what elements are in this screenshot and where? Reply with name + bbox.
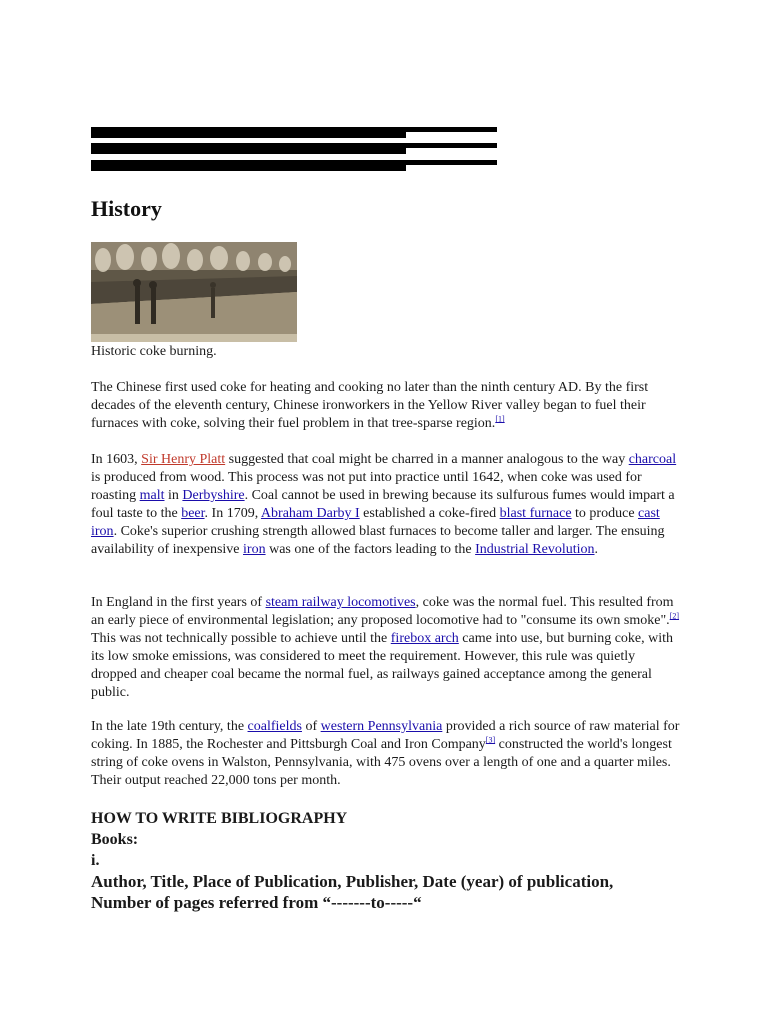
text-span: In the late 19th century, the bbox=[91, 719, 248, 734]
text-span: was one of the factors leading to the bbox=[265, 542, 476, 557]
section-heading-history: History bbox=[91, 196, 162, 221]
text-span: . Coke's superior crushing strength allowed blast furnaces to become taller and larger. The ensuing availability of inexpensive bbox=[91, 524, 665, 557]
iron-link[interactable]: iron bbox=[243, 542, 266, 557]
text-span: is produced from wood. This process was not put into practice until 1642, when coke was used for roasting bbox=[91, 470, 642, 503]
list-item-marker: i. bbox=[91, 852, 100, 869]
reference-2-link[interactable]: [2] bbox=[669, 611, 680, 621]
bibliography-format-line-2: Number of pages referred from “-------to-----“ bbox=[91, 893, 422, 912]
text-span: This was not technically possible to achieve until the bbox=[91, 631, 391, 646]
paragraph-railway bbox=[91, 594, 681, 702]
beer-link[interactable]: beer bbox=[181, 506, 205, 521]
paragraph-chinese-coke bbox=[91, 379, 681, 433]
firebox-arch-link[interactable]: firebox arch bbox=[390, 631, 459, 646]
industrial-revolution-link[interactable]: Industrial Revolution bbox=[475, 542, 595, 557]
paragraph-platt-darby bbox=[91, 451, 681, 559]
abraham-darby-link[interactable]: Abraham Darby I bbox=[260, 506, 360, 521]
malt-link[interactable]: malt bbox=[139, 488, 165, 503]
redaction-bar-4 bbox=[91, 147, 406, 154]
text-span: suggested that coal might be charred in a manner analogous to the way bbox=[225, 452, 629, 467]
redaction-bar-6 bbox=[91, 164, 406, 171]
text-span: . Coal cannot be used in brewing because its sulfurous fumes would impart a foul taste to the bbox=[91, 488, 675, 521]
blast-furnace-link[interactable]: blast furnace bbox=[499, 506, 572, 521]
image-caption: Historic coke burning. bbox=[91, 344, 217, 359]
paragraph-text: The Chinese first used coke for heating and cooking no later than the ninth century AD. By the first decades of the eleventh century, Chinese ironworkers in the Yellow River valley began to fuel their furnaces with coke, solving their fuel problem in that tree-sparse region. bbox=[91, 380, 649, 431]
paragraph-pennsylvania bbox=[91, 718, 681, 790]
derbyshire-link[interactable]: Derbyshire bbox=[182, 488, 245, 503]
text-span: In 1603, bbox=[91, 452, 142, 467]
text-span: , coke was the normal fuel. This resulted from an early piece of environmental legislation; any proposed locomotive had to "consume its own smoke". bbox=[91, 595, 674, 628]
text-span: constructed the world's longest string of coke ovens in Walston, Pennsylvania, with 475 ovens over a length of one and a quarter miles. Their output reached 22,000 tons per month. bbox=[91, 737, 672, 788]
text-span: to produce bbox=[571, 506, 639, 521]
text-span: In England in the first years of bbox=[91, 595, 266, 610]
text-span: established a coke-fired bbox=[359, 506, 500, 521]
text-span: . In 1709, bbox=[204, 506, 261, 521]
text-span: provided a rich source of raw material for coking. In 1885, the Rochester and Pittsburgh Coal and Iron Company bbox=[91, 719, 680, 752]
steam-railway-locomotives-link[interactable]: steam railway locomotives bbox=[265, 595, 416, 610]
coalfields-link[interactable]: coalfields bbox=[247, 719, 302, 734]
bibliography-format-line-1: Author, Title, Place of Publication, Publisher, Date (year) of publication, bbox=[91, 872, 614, 891]
charcoal-link[interactable]: charcoal bbox=[628, 452, 677, 467]
text-span: in bbox=[164, 488, 183, 503]
reference-3-link[interactable]: [3] bbox=[485, 735, 496, 745]
text-span: . bbox=[594, 542, 599, 557]
cast-iron-link[interactable]: cast iron bbox=[91, 506, 660, 539]
western-pennsylvania-link[interactable]: western Pennsylvania bbox=[320, 719, 443, 734]
bibliography-title: HOW TO WRITE BIBLIOGRAPHY bbox=[91, 810, 348, 827]
books-label: Books: bbox=[91, 831, 139, 848]
reference-1-link[interactable]: [1] bbox=[495, 414, 505, 424]
text-span: came into use, but burning coke, with its low smoke emissions, was considered to meet the requirement. However, this rule was quietly dropped and cheaper coal became the normal fuel, as railways gained acceptance among the general public. bbox=[91, 631, 674, 700]
sir-henry-platt-link[interactable]: Sir Henry Platt bbox=[141, 452, 226, 467]
coke-burning-image bbox=[91, 242, 297, 342]
text-span: of bbox=[301, 719, 321, 734]
redaction-bar-2 bbox=[91, 131, 406, 138]
